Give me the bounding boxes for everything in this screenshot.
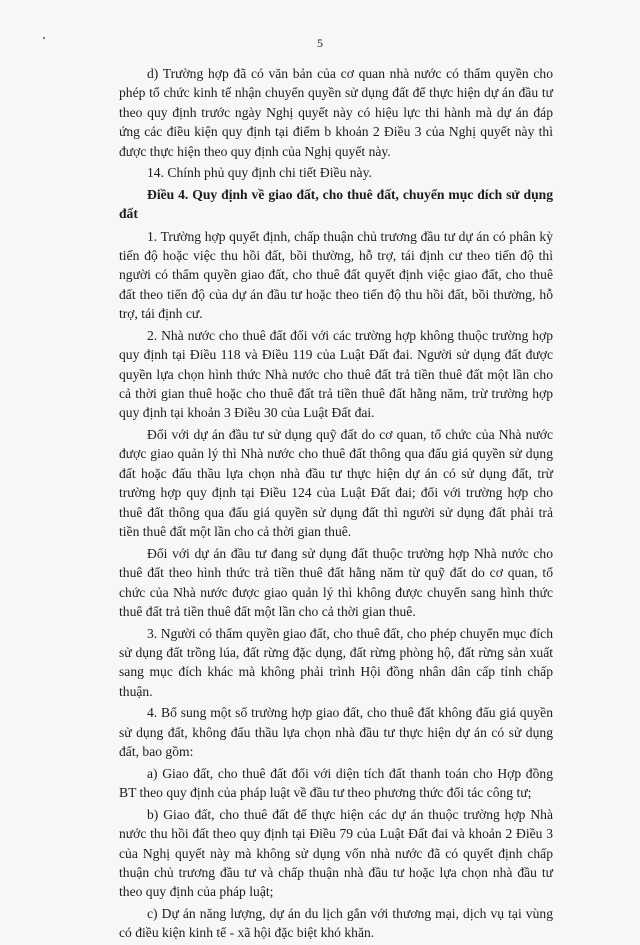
paragraph-article-4-clause-2-sub-2: Đối với dự án đầu tư đang sử dụng đất thuộc trường hợp Nhà nước cho thuê đất theo hình thức trả tiền thuê đất hằng năm từ quỹ đất do cơ quan, tổ chức của Nhà nước được giao quản lý thì không được chuyển sang hình thức thuê đất trả tiền thuê đất một lần cho cả thời gian thuê.: [119, 545, 553, 619]
paragraph-clause-14: 14. Chính phủ quy định chi tiết Điều này.: [147, 165, 372, 181]
paragraph-article-4-clause-4a: a) Giao đất, cho thuê đất đối với diện tích đất thanh toán cho Hợp đồng BT theo quy định của pháp luật về đầu tư theo phương thức đối tác công tư;: [119, 765, 553, 801]
paragraph-article-4-clause-2: 2. Nhà nước cho thuê đất đối với các trường hợp không thuộc trường hợp quy định tại Điều 118 và Điều 119 của Luật Đất đai. Người sử dụng đất được quyền lựa chọn hình thức Nhà nước cho thuê đất trả tiền thuê đất một lần cho cả thời gian thuê hoặc cho thuê đất trả tiền thuê đất hằng năm, trừ trường hợp quy định tại khoản 3 Điều 30 của Luật Đất đai.: [119, 327, 553, 421]
article-4-heading: Điều 4. Quy định về giao đất, cho thuê đất, chuyển mục đích sử dụng đất: [119, 186, 553, 222]
paragraph-article-4-clause-4c: c) Dự án năng lượng, dự án du lịch gắn với thương mại, dịch vụ tại vùng có điều kiện kinh tế - xã hội đặc biệt khó khăn.: [119, 905, 553, 941]
paragraph-article-4-clause-4b: b) Giao đất, cho thuê đất để thực hiện các dự án thuộc trường hợp Nhà nước thu hồi đất theo quy định tại Điều 79 của Luật Đất đai và khoản 2 Điều 3 của Nghị quyết này mà không sử dụng vốn nhà nước đã có quyết định chấp thuận chủ trương đầu tư và chấp thuận nhà đầu tư hoặc lựa chọn nhà đầu tư theo quy định của pháp luật;: [119, 806, 553, 900]
paragraph-article-4-clause-3: 3. Người có thẩm quyền giao đất, cho thuê đất, cho phép chuyển mục đích sử dụng đất trồng lúa, đất rừng đặc dụng, đất rừng phòng hộ, đất rừng sản xuất sang mục đích khác mà không phải trình Hội đồng nhân dân cấp tỉnh chấp thuận.: [119, 625, 553, 699]
paragraph-article-4-clause-4: 4. Bổ sung một số trường hợp giao đất, cho thuê đất không đấu giá quyền sử dụng đất, không đấu thầu lựa chọn nhà đầu tư thực hiện dự án có sử dụng đất, bao gồm:: [119, 705, 553, 760]
paragraph-article-4-clause-2-sub-1: Đối với dự án đầu tư sử dụng quỹ đất do cơ quan, tổ chức của Nhà nước được giao quản lý thì Nhà nước cho thuê đất thông qua đấu giá quyền sử dụng đất hoặc đấu thầu lựa chọn nhà đầu tư thực hiện dự án có sử dụng đất, trừ trường hợp quy định tại Điều 124 của Luật Đất đai; đối với trường hợp cho thuê đất thông qua đấu giá quyền sử dụng đất thì người sử dụng đất phải trả tiền thuê đất một lần cho cả thời gian thuê.: [119, 427, 553, 540]
document-body: [119, 64, 553, 945]
page-number: 5: [317, 36, 323, 50]
paragraph-article-4-clause-1: 1. Trường hợp quyết định, chấp thuận chủ trương đầu tư dự án có phân kỳ tiến độ hoặc việc thu hồi đất, bồi thường, hỗ trợ, tái định cư theo tiến độ thì người có thẩm quyền giao đất, cho thuê đất quyết định việc giao đất, cho thuê đất theo tiến độ của dự án đầu tư hoặc theo tiến độ thu hồi đất, bồi thường, hỗ trợ, tái định cư.: [119, 228, 553, 322]
paragraph-clause-13d: d) Trường hợp đã có văn bản của cơ quan nhà nước có thẩm quyền cho phép tổ chức kinh tế nhận chuyển quyền sử dụng đất để thực hiện dự án đầu tư theo quy định trước ngày Nghị quyết này có hiệu lực thi hành mà dự án đáp ứng các điều kiện quy định tại điểm b khoản 2 Điều 3 của Nghị quyết này thì được thực hiện theo quy định của Nghị quyết này.: [119, 66, 553, 159]
